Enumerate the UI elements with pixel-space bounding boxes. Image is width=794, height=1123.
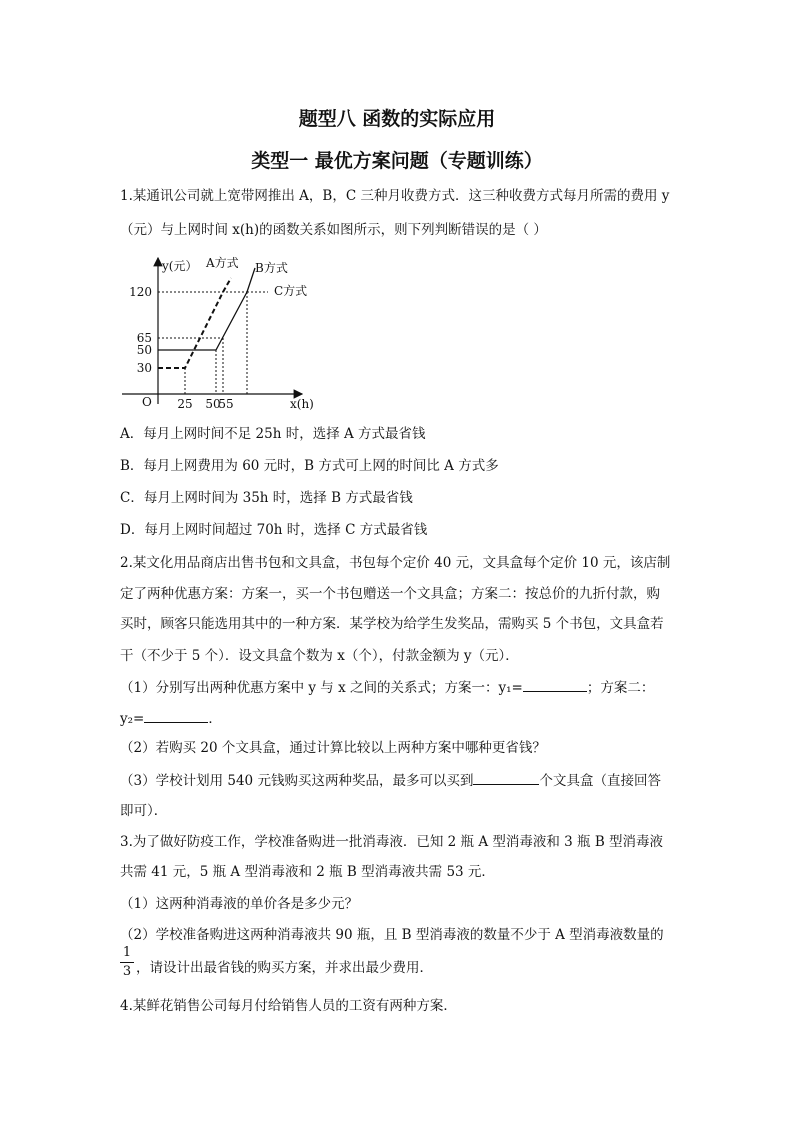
y-axis-label: y(元） (162, 259, 198, 273)
x-tick-label: 55 (218, 397, 234, 411)
q3-part1: （1）这两种消毒液的单价各是多少元？ (120, 896, 359, 912)
q1-stem-line2: （元）与上网时间 x(h)的函数关系如图所示，则下列判断错误的是（ ） (120, 222, 547, 238)
q1-stem-line1: 1.某通讯公司就上宽带网推出 A，B，C 三种月收费方式．这三种收费方式每月所需的费用 y (120, 188, 670, 204)
q2-part1-text: （1）分别写出两种优惠方案中 y 与 x 之间的关系式；方案一：y₁= (120, 680, 523, 696)
q1-option-a: A．每月上网时间不足 25h 时，选择 A 方式最省钱 (120, 426, 426, 442)
q2-part1 (120, 677, 654, 698)
y-tick-label: 50 (136, 343, 152, 357)
page-title: 题型八 函数的实际应用 (298, 108, 496, 130)
q2-part3-line2: 即可）． (120, 803, 168, 819)
q2-part1-line2 (120, 708, 222, 729)
series-label-b: B方式 (255, 261, 288, 275)
series-line-2 (158, 292, 247, 350)
page-subtitle: 类型一 最优方案问题（专题训练） (251, 150, 543, 172)
q4-stem-line1: 4.某鲜花销售公司每月付给销售人员的工资有两种方案． (120, 998, 457, 1014)
q2-y2-label: y₂= (120, 711, 145, 727)
series-label-a: A方式 (206, 256, 239, 270)
q2-part3-text: （3）学校计划用 540 元钱购买这两种奖品，最多可以买到 (120, 773, 474, 789)
q2-part3 (120, 770, 661, 791)
q2-stem-line4: 干（不少于 5 个）．设文具盒个数为 x（个），付款金额为 y（元）． (120, 648, 519, 664)
answer-blank-boxes[interactable] (473, 770, 539, 785)
series-b-extension (247, 268, 255, 292)
q2-part1-end: ． (208, 711, 222, 727)
q1-option-d: D．每月上网时间超过 70h 时，选择 C 方式最省钱 (120, 522, 428, 538)
one-third-fraction (120, 946, 134, 979)
series-a-extension (223, 278, 231, 292)
fraction-denominator: 3 (122, 964, 132, 979)
x-tick-label: 25 (177, 397, 193, 411)
y-tick-label: 65 (136, 331, 152, 345)
q2-stem-line2: 定了两种优惠方案：方案一，买一个书包赠送一个文具盒；方案二：按总价的九折付款，购 (120, 586, 660, 602)
series-line-1 (158, 292, 223, 368)
series-label-c: C方式 (274, 284, 308, 298)
q1-function-chart (118, 252, 328, 414)
q1-option-c: C．每月上网时间为 35h 时，选择 B 方式最省钱 (120, 490, 413, 506)
y-tick-label: 30 (136, 361, 152, 375)
answer-blank-y2[interactable] (144, 708, 208, 723)
q2-part1-text-b: ；方案二： (586, 680, 655, 696)
answer-blank-y1[interactable] (523, 677, 587, 692)
q2-stem-line3: 买时，顾客只能选用其中的一种方案．某学校为给学生发奖品，需购买 5 个书包，文具盒若 (120, 616, 664, 632)
q1-option-b: B．每月上网费用为 60 元时，B 方式可上网的时间比 A 方式多 (120, 458, 499, 474)
x-axis-label: x(h) (290, 397, 314, 411)
fraction-numerator: 1 (122, 945, 132, 960)
origin-label: O (142, 395, 152, 409)
x-tick-label: 50 (205, 397, 221, 411)
q3-stem-line2: 共需 41 元，5 瓶 A 型消毒液和 2 瓶 B 型消毒液共需 53 元． (120, 864, 495, 880)
q3-part2-tail: ，请设计出最省钱的购买方案，并求出最少费用． (136, 960, 433, 976)
q2-part2: （2）若购买 20 个文具盒，通过计算比较以上两种方案中哪种更省钱？ (120, 740, 546, 756)
q2-part3-text-b: 个文具盒（直接回答 (539, 773, 661, 789)
q3-part2: （2）学校准备购进这两种消毒液共 90 瓶，且 B 型消毒液的数量不少于 A 型消毒液数量的 (120, 927, 664, 943)
q3-stem-line1: 3.为了做好防疫工作，学校准备购进一批消毒液．已知 2 瓶 A 型消毒液和 3 瓶 B 型消毒液 (120, 834, 664, 850)
q2-stem-line1: 2.某文化用品商店出售书包和文具盒，书包每个定价 40 元，文具盒每个定价 10 元，该店制 (120, 555, 671, 571)
y-tick-label: 120 (129, 285, 152, 299)
